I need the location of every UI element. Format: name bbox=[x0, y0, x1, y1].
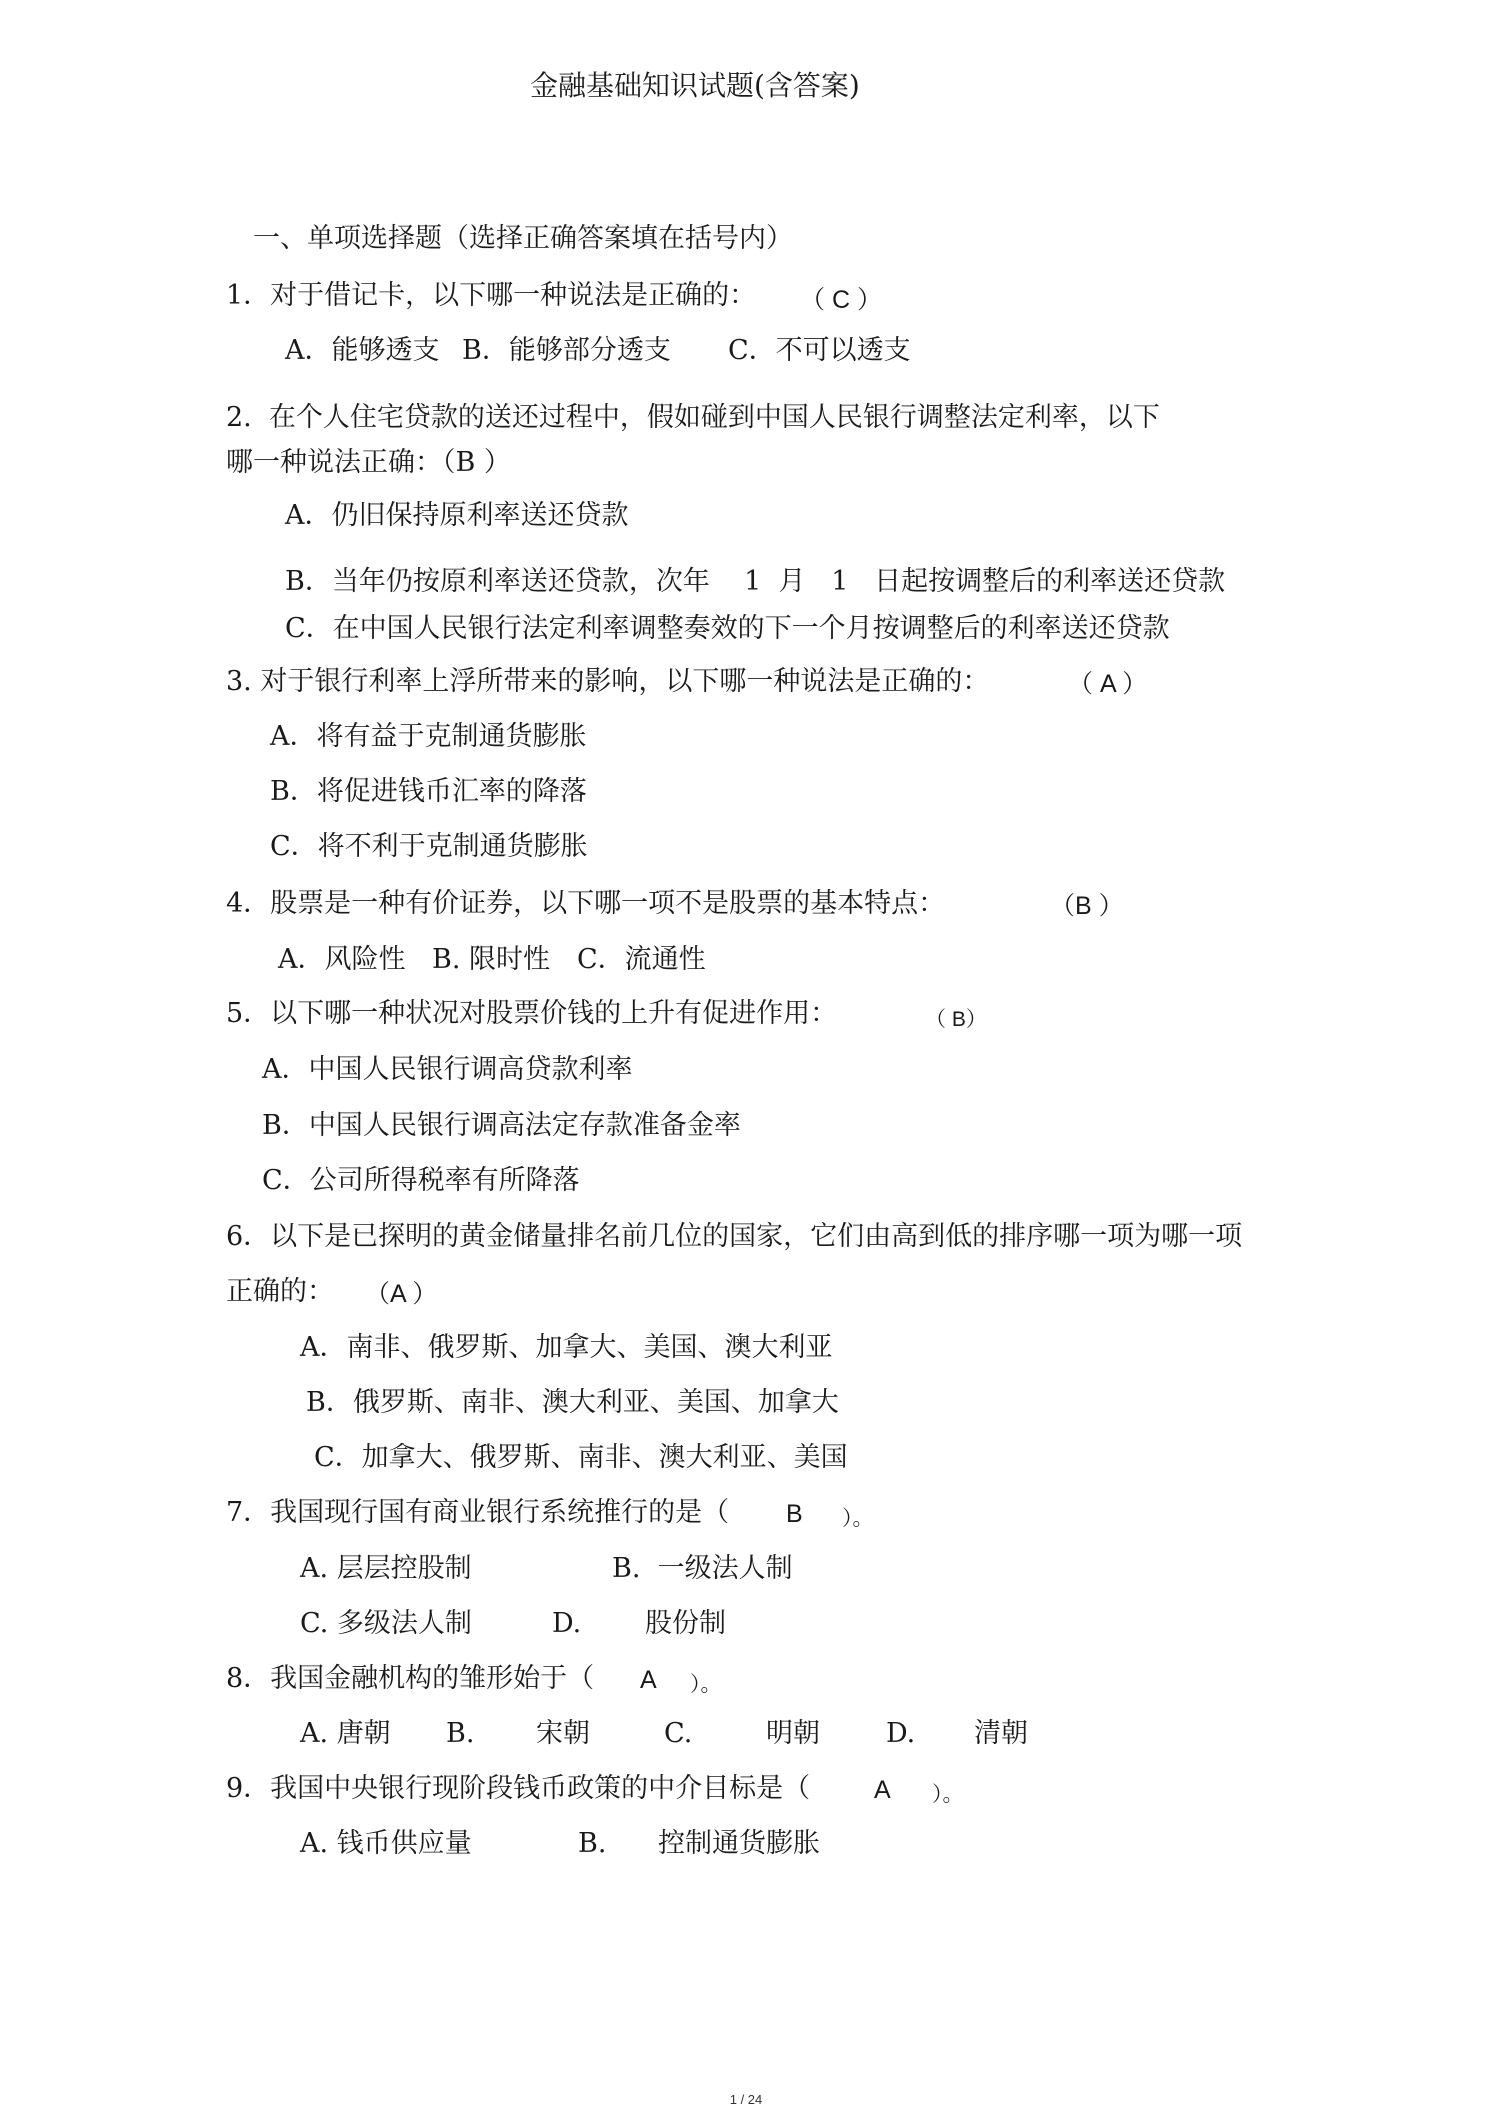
page-indicator: 1 / 24 bbox=[729, 2092, 763, 2107]
question-9-stem: 9．我国中央银行现阶段钱币政策的中介目标是（ bbox=[226, 1773, 811, 1804]
question-1-option-a: A．能够透支 bbox=[285, 335, 440, 366]
question-3-option-c: C．将不利于克制通货膨胀 bbox=[270, 831, 588, 862]
question-5-stem: 5．以下哪一种状况对股票价钱的上升有促进作用： bbox=[226, 998, 838, 1029]
question-5-option-c: C．公司所得税率有所降落 bbox=[262, 1165, 580, 1196]
question-4-stem: 4．股票是一种有价证券，以下哪一项不是股票的基本特点： bbox=[226, 888, 946, 919]
question-6-answer: （A ） bbox=[365, 1280, 438, 1308]
question-3-stem: 3. 对于银行利率上浮所带来的影响，以下哪一种说法是正确的： bbox=[226, 666, 990, 697]
question-5-option-a: A．中国人民银行调高贷款利率 bbox=[262, 1054, 633, 1085]
section-heading: 一、单项选择题（选择正确答案填在括号内） bbox=[253, 223, 793, 254]
question-2-option-a: A．仍旧保持原利率送还贷款 bbox=[285, 500, 629, 531]
question-9-close: ）。 bbox=[932, 1782, 964, 1806]
question-3-option-a: A．将有益于克制通货膨胀 bbox=[270, 721, 587, 752]
question-3-option-b: B．将促进钱币汇率的降落 bbox=[270, 776, 587, 807]
question-2-option-b: B．当年仍按原利率送还贷款，次年 1 月 1 日起按调整后的利率送还贷款 bbox=[285, 566, 1226, 597]
question-6-stem-line1: 6．以下是已探明的黄金储量排名前几位的国家，它们由高到低的排序哪一项为哪一项 bbox=[226, 1221, 1243, 1252]
question-5-answer: （ B） bbox=[925, 1008, 987, 1031]
question-1-option-c: C．不可以透支 bbox=[728, 335, 911, 366]
question-7-option-c: C. 多级法人制 bbox=[300, 1608, 472, 1639]
question-7-option-d: D. bbox=[552, 1608, 582, 1639]
question-8-option-d: D. bbox=[886, 1718, 916, 1749]
question-8-option-b-text: 宋朝 bbox=[536, 1718, 590, 1749]
question-7-option-a: A. 层层控股制 bbox=[300, 1553, 472, 1584]
question-6-option-a: A．南非、俄罗斯、加拿大、美国、澳大利亚 bbox=[300, 1332, 833, 1363]
question-1-option-b: B．能够部分透支 bbox=[462, 335, 671, 366]
question-8-option-d-text: 清朝 bbox=[974, 1718, 1028, 1749]
question-8-option-a: A. 唐朝 bbox=[300, 1718, 391, 1749]
question-5-option-b: B．中国人民银行调高法定存款准备金率 bbox=[262, 1110, 741, 1141]
question-4-option-b: B. 限时性 bbox=[432, 944, 551, 975]
document-title: 金融基础知识试题(含答案) bbox=[530, 69, 860, 102]
question-7-option-d-text: 股份制 bbox=[645, 1608, 726, 1639]
question-4-option-a: A．风险性 bbox=[278, 944, 406, 975]
question-8-option-b: B. bbox=[446, 1718, 475, 1749]
question-3-answer: （ A ） bbox=[1068, 670, 1148, 698]
question-9-option-b-text: 控制通货膨胀 bbox=[658, 1828, 820, 1859]
question-7-option-b: B. 一级法人制 bbox=[612, 1553, 793, 1584]
question-9-answer: A bbox=[874, 1776, 891, 1804]
question-8-answer: A bbox=[640, 1666, 657, 1694]
question-8-close: ）。 bbox=[690, 1672, 722, 1696]
question-8-stem: 8．我国金融机构的雏形始于（ bbox=[226, 1663, 595, 1694]
question-6-option-b: B．俄罗斯、南非、澳大利亚、美国、加拿大 bbox=[306, 1387, 839, 1418]
question-2-stem-line2: 哪一种说法正确：（B ） bbox=[226, 447, 511, 478]
question-6-option-c: C．加拿大、俄罗斯、南非、澳大利亚、美国 bbox=[314, 1442, 848, 1473]
question-8-option-c: C. bbox=[664, 1718, 693, 1749]
question-7-stem: 7．我国现行国有商业银行系统推行的是（ bbox=[226, 1497, 730, 1528]
question-4-answer: （B ） bbox=[1050, 892, 1124, 920]
question-7-close: ）。 bbox=[842, 1506, 874, 1530]
question-2-stem-line1: 2. 在个人住宅贷款的送还过程中，假如碰到中国人民银行调整法定利率，以下 bbox=[226, 402, 1160, 433]
question-7-answer: B bbox=[786, 1500, 803, 1528]
question-2-option-c: C．在中国人民银行法定利率调整奏效的下一个月按调整后的利率送还贷款 bbox=[285, 613, 1170, 644]
question-9-option-a: A. 钱币供应量 bbox=[300, 1828, 472, 1859]
question-1-answer: （ C ） bbox=[800, 286, 882, 314]
question-4-option-c: C．流通性 bbox=[577, 944, 706, 975]
question-8-option-c-text: 明朝 bbox=[766, 1718, 820, 1749]
question-6-stem-line2: 正确的： bbox=[226, 1276, 334, 1307]
question-9-option-b: B. bbox=[578, 1828, 607, 1859]
question-1-stem: 1．对于借记卡，以下哪一种说法是正确的： bbox=[226, 280, 757, 311]
